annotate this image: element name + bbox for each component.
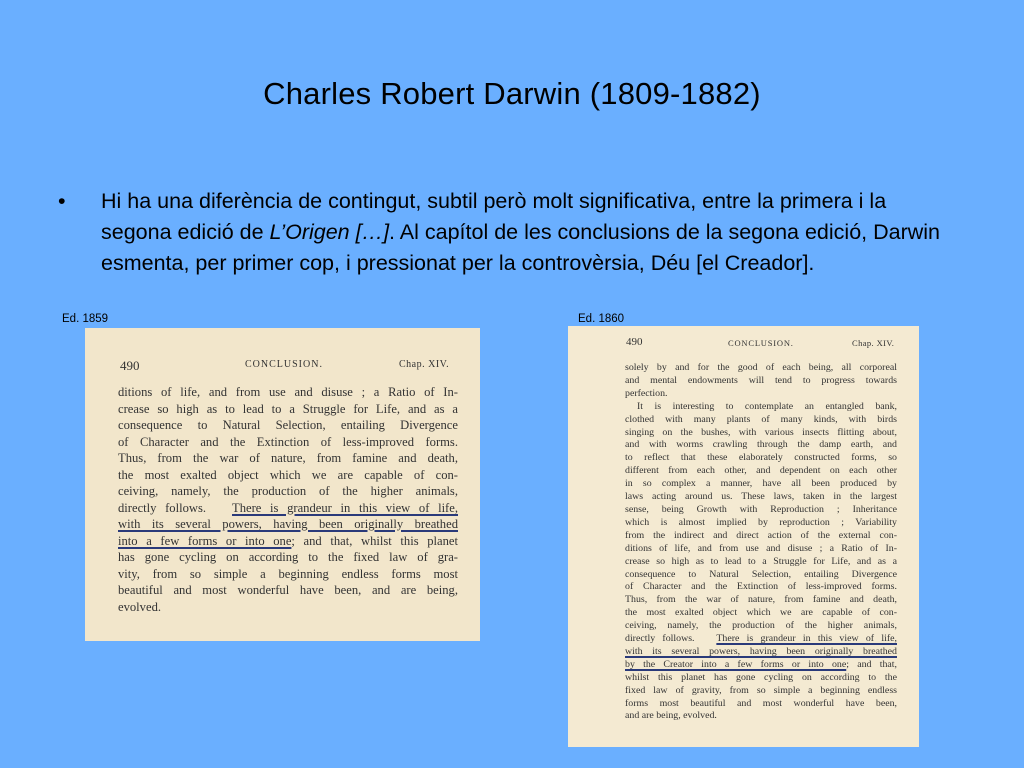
text-line: whilst this planet has gone cycling on according to the <box>625 671 897 683</box>
ed-1860-label: Ed. 1860 <box>578 313 625 325</box>
text-line: and with worms crawling through the damp earth, and <box>625 439 897 451</box>
text-line: laws acting around us. These laws, taken in the largest <box>625 491 897 503</box>
chapter-label: Chap. XIV. <box>852 338 895 348</box>
chapter-label: Chap. XIV. <box>399 359 450 370</box>
text-line: from the indirect and direct action of the external con- <box>625 529 897 541</box>
underlined-passage: into a few forms or into one <box>118 533 292 548</box>
text-line: perfection. <box>625 387 668 399</box>
text-line: forms most beautiful and most wonderful have been, <box>625 697 897 709</box>
text-line: crease so high as to lead to a Struggle for Life, and as a <box>625 555 897 567</box>
text-line: fixed law of gravity, from so simple a beginning endless <box>625 684 897 696</box>
text-line: the most exalted object which we are capable of con- <box>118 467 458 482</box>
ed-1859-page-scan <box>85 328 480 641</box>
text-line: singing on the bushes, with various insects flitting about, <box>625 426 897 438</box>
text-line: which is almost implied by reproduction ; Variability <box>625 516 897 528</box>
text-line: beautiful and most wonderful have been, and are being, <box>118 583 458 597</box>
text-line: consequence to Natural Selection, entailing Divergence <box>625 568 897 580</box>
text-line: to reflect that these elaborately constructed forms, so <box>625 452 897 464</box>
text-line: solely by and for the good of each being, all corporeal <box>625 362 897 373</box>
page-body <box>118 384 458 615</box>
bullet-paragraph <box>58 186 958 279</box>
underlined-passage: with its several powers, having been originally breathed <box>625 645 897 657</box>
underlined-passage: There is grandeur in this view of life, <box>716 633 897 645</box>
text-line: Thus, from the war of nature, from famine and death, <box>118 451 458 465</box>
text-segment: ; and that, <box>846 658 898 670</box>
text-line: in so complex a manner, have all been produced by <box>625 478 897 490</box>
text-line: the most exalted object which we are capable of con- <box>625 607 897 619</box>
bullet-text <box>101 186 958 279</box>
ed-1859-label: Ed. 1859 <box>62 313 109 325</box>
text-segment: directly follows. <box>118 500 207 515</box>
bullet-title-italic: L’Origen […] <box>269 220 390 244</box>
text-segment: ; and that, whilst this planet <box>291 533 458 548</box>
text-line: ceiving, namely, the production of the higher animals, <box>625 620 897 632</box>
text-line: and are being, evolved. <box>625 710 717 722</box>
text-line-mixed <box>118 500 458 517</box>
text-line: consequence to Natural Selection, entailing Divergence <box>118 418 458 432</box>
text-line: evolved. <box>118 599 162 614</box>
text-segment: directly follows. <box>625 633 695 645</box>
text-line: has gone cycling on according to the fixed law of gra- <box>118 550 458 564</box>
page-number: 490 <box>120 358 140 373</box>
text-line: clothed with many plants of many kinds, with birds <box>625 413 897 425</box>
bullet-text-after: . Al capítol de les conclusions de la segona edició, Darwin esmenta, per primer cop, i pressionat per la controvèrsia, Déu [el Creador]. <box>101 220 941 275</box>
page-heading: CONCLUSION. <box>728 338 794 348</box>
text-line: ditions of life, and from use and disuse ; a Ratio of In- <box>625 542 897 554</box>
text-line-mixed <box>625 659 897 672</box>
text-line: ceiving, namely, the production of the higher animals, <box>118 484 458 498</box>
text-line-mixed <box>118 533 458 550</box>
page-heading: CONCLUSION. <box>245 359 323 370</box>
text-line: sense, being Growth with Reproduction ; Inheritance <box>625 503 897 515</box>
text-line: Thus, from the war of nature, from famine and death, <box>625 594 897 606</box>
underlined-passage: There is grandeur in this view of life, <box>232 500 458 515</box>
page-number: 490 <box>626 336 643 348</box>
text-line: of Character and the Extinction of less-improved forms. <box>118 434 458 449</box>
text-line: different from each other, and dependent on each other <box>625 465 897 477</box>
text-line: of Character and the Extinction of less-improved forms. <box>625 581 897 593</box>
text-line: ditions of life, and from use and disuse ; a Ratio of In- <box>118 385 458 399</box>
bullet-marker: • <box>58 189 66 213</box>
slide-title: Charles Robert Darwin (1809-1882) <box>263 76 761 111</box>
text-line: and mental endowments will tend to progress towards <box>625 374 897 386</box>
text-line: vity, from so simple a beginning endless forms most <box>118 566 458 581</box>
text-line-mixed <box>625 633 897 646</box>
text-line: It is interesting to contemplate an entangled bank, <box>637 400 897 412</box>
underlined-passage: by the Creator into a few forms or into one <box>625 658 847 670</box>
underlined-passage: with its several powers, having been originally breathed <box>118 517 458 531</box>
text-line: crease so high as to lead to a Struggle for Life, and as a <box>118 401 458 416</box>
ed-1860-page-scan <box>568 326 919 747</box>
bullet-text-before: Hi ha una diferència de contingut, subtil però molt significativa, entre la primera i la segona edició de <box>101 189 887 244</box>
page-body <box>625 362 897 723</box>
